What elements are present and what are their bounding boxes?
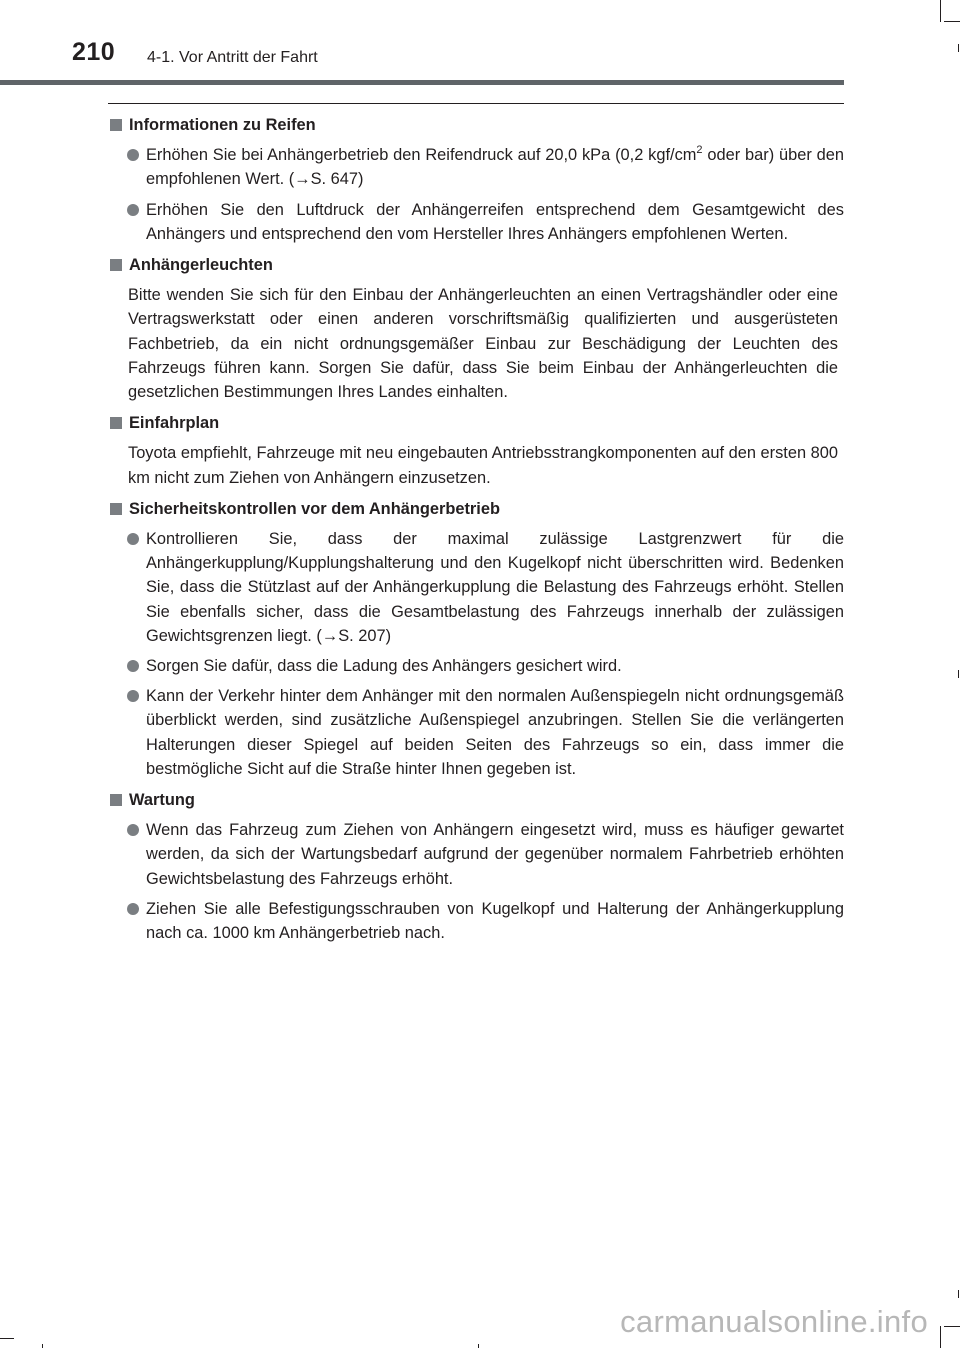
crop-mark (940, 0, 941, 22)
bullet-text-cont: oder bar) über den empfohlenen Wert. (→S. 647) (146, 146, 844, 189)
section-heading (108, 411, 844, 435)
round-bullet-icon (127, 533, 139, 545)
heading-text: Anhängerleuchten (129, 256, 273, 275)
bullet-item (108, 143, 844, 191)
square-bullet-icon (110, 503, 122, 515)
square-bullet-icon (110, 119, 122, 131)
round-bullet-icon (127, 690, 139, 702)
crop-mark (42, 1344, 43, 1348)
superscript: 2 (696, 144, 703, 157)
bullet-text: Erhöhen Sie den Luftdruck der Anhängerreifen entsprechend dem Gesamtgewicht des Anhängers und entsprechend den vom Hersteller Ihres Anhängers empfohlenen Werten. (146, 200, 844, 243)
section-wartung (108, 788, 844, 945)
bullet-item (108, 654, 844, 678)
bullet-item (108, 818, 844, 891)
crop-mark (0, 1338, 14, 1339)
content (108, 113, 844, 952)
bullet-text: Ziehen Sie alle Befestigungsschrauben von Kugelkopf und Halterung der Anhängerkupplung nach ca. 1000 km Anhängerbetrieb nach. (146, 899, 844, 943)
bullet-item (108, 684, 844, 781)
crop-mark (944, 21, 960, 22)
heading-text: Wartung (129, 791, 195, 810)
crop-mark (958, 1290, 959, 1298)
heading-text: Informationen zu Reifen (129, 116, 316, 134)
section-paragraph: Toyota empfiehlt, Fahrzeuge mit neu eingebauten Antriebsstrangkomponenten auf den ersten 800 km nicht zum Ziehen von Anhängern einzusetzen. (128, 444, 838, 487)
header-rule (0, 80, 844, 85)
bullet-text: Kontrollieren Sie, dass der maximal zulässige Lastgrenzwert für die Anhängerkupplung/Kupplungshalterung und den Kugelkopf nicht überschritten wird. Bedenken Sie, dass die Stützlast auf der Anhängerkupplung die Belastung des Fahrzeugs erhöht. Stellen Sie ebenfalls sicher, dass die Gesamtbelastung des Fahrzeugs innerhalb der zulässigen Gewichtsgrenzen liegt. (→S. 207) (146, 530, 844, 645)
page-number: 210 (72, 38, 116, 66)
square-bullet-icon (110, 417, 122, 429)
square-bullet-icon (110, 794, 122, 806)
crop-mark (478, 1344, 479, 1348)
bullet-text: Wenn das Fahrzeug zum Ziehen von Anhängern eingesetzt wird, muss es häufiger gewartet werden, da sich der Wartungsbedarf aufgrund der gegenüber normalem Fahrbetrieb erhöhten Gewichtsbelastung des Fahrzeugs erhöht. (146, 821, 844, 888)
section-heading (108, 253, 844, 277)
round-bullet-icon (127, 660, 139, 672)
watermark: carmanualsonline.info (620, 1304, 928, 1339)
bullet-item (108, 527, 844, 648)
section-heading (108, 113, 844, 137)
round-bullet-icon (127, 824, 139, 836)
crop-mark (940, 1326, 941, 1348)
bullet-text: Sorgen Sie dafür, dass die Ladung des Anhängers gesichert wird. (146, 657, 622, 676)
round-bullet-icon (127, 204, 139, 216)
square-bullet-icon (110, 259, 122, 271)
heading-text: Einfahrplan (129, 414, 220, 433)
section-anhaengerleuchten (108, 253, 844, 404)
crop-mark (958, 44, 959, 52)
section-sicherheitskontrollen (108, 497, 844, 781)
section-heading (108, 788, 844, 812)
section-paragraph: Bitte wenden Sie sich für den Einbau der Anhängerleuchten an einen Vertragshändler oder eine Vertragswerkstatt oder einen anderen vorschriftsmäßig qualifizierten und ausgerüsteten Fachbetrieb, da ein nicht ordnungsgemäßer Einbau zur Beschädigung der Leuchten des Fahrzeugs führen kann. Sorgen Sie dafür, dass Sie beim Einbau der Anhängerleuchten die gesetzlichen Bestimmungen Ihres Landes einhalten. (128, 286, 838, 402)
bullet-item (108, 198, 844, 246)
bullet-text: Kann der Verkehr hinter dem Anhänger mit den normalen Außenspiegeln nicht ordnungsgemäß überblickt werden, sind zusätzliche Außenspiegel anzubringen. Stellen Sie die verlängerten Halterungen dieser Spiegel auf beiden Seiten des Fahrzeugs so ein, dass immer die bestmögliche Sicht auf die Straße hinter Ihnen gegeben ist. (146, 687, 844, 778)
crop-mark (944, 1326, 960, 1327)
section-reifen (108, 113, 844, 246)
round-bullet-icon (127, 149, 139, 161)
bullet-item (108, 897, 844, 945)
heading-text: Sicherheitskontrollen vor dem Anhängerbetrieb (129, 499, 500, 518)
chapter-title: 4-1. Vor Antritt der Fahrt (147, 49, 318, 66)
crop-mark (958, 670, 959, 678)
round-bullet-icon (127, 903, 139, 915)
content-top-rule (108, 103, 844, 104)
section-heading (108, 497, 844, 521)
section-einfahrplan (108, 411, 844, 490)
bullet-text: Erhöhen Sie bei Anhängerbetrieb den Reifendruck auf 20,0 kPa (0,2 kgf/cm (146, 146, 697, 165)
